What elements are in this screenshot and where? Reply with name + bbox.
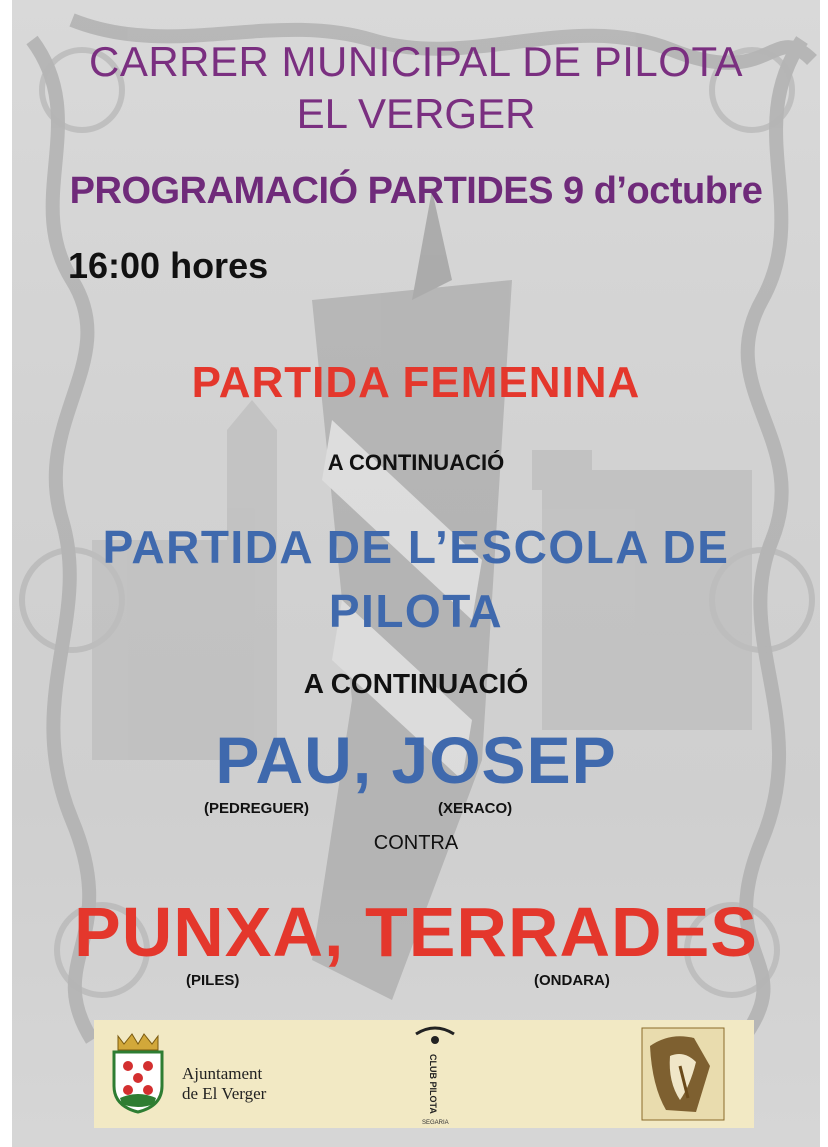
match-school-line1: PARTIDA DE L’ESCOLA DE xyxy=(102,521,730,573)
continuation-label-2: A CONTINUACIÓ xyxy=(303,668,529,699)
continuation-label-1: A CONTINUACIÓ xyxy=(327,450,505,475)
poster-title: CARRER MUNICIPAL DE PILOTA xyxy=(89,38,743,85)
team-two-names: PUNXA, TERRADES xyxy=(74,893,758,971)
match-women: PARTIDA FEMENINA xyxy=(191,358,641,407)
team-one-origin-a: (PEDREGUER) xyxy=(204,800,310,817)
club-logo-sub: SEGARIA xyxy=(422,1120,449,1126)
town-hall-label-line2: de El Verger xyxy=(182,1084,267,1103)
club-pilota-logo xyxy=(412,1024,458,1126)
town-hall-label-line1: Ajuntament xyxy=(182,1064,263,1083)
sponsor-footer xyxy=(94,1020,754,1128)
coat-of-arms-icon xyxy=(108,1032,168,1116)
team-one-names: PAU, JOSEP xyxy=(215,723,617,797)
start-time: 16:00 hores xyxy=(68,245,269,286)
town-hall-label xyxy=(182,1064,266,1104)
team-two-origin-b: (ONDARA) xyxy=(534,972,610,989)
versus-label: CONTRA xyxy=(373,832,459,854)
poster-title-town: EL VERGER xyxy=(296,90,536,137)
club-logo-text: CLUB PILOTA xyxy=(428,1054,438,1114)
team-one-origin-b: (XERACO) xyxy=(438,800,513,817)
poster xyxy=(12,0,820,1147)
program-subtitle: PROGRAMACIÓ PARTIDES 9 d’octubre xyxy=(69,170,763,212)
team-two-origin-a: (PILES) xyxy=(186,972,240,989)
match-school-line2: PILOTA xyxy=(328,585,504,637)
sponsor-emblem-icon xyxy=(640,1026,726,1122)
